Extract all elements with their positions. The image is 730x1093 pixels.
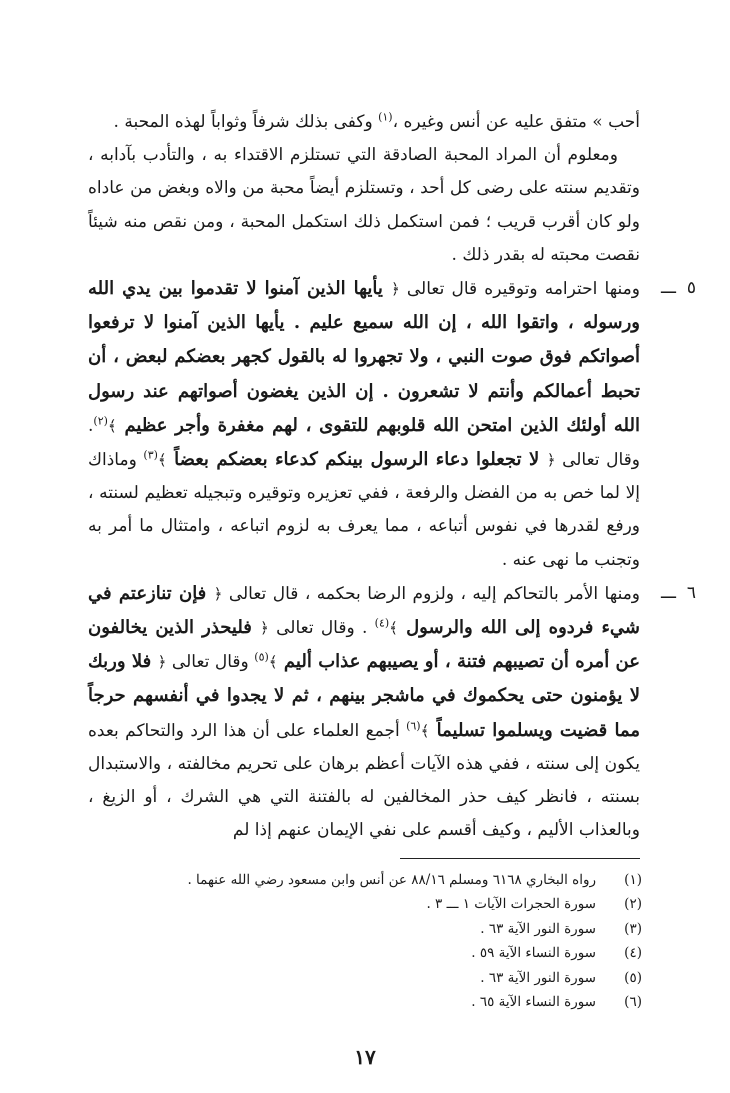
footnote-text: سورة الحجرات الآيات ١ ـــ ٣ . — [426, 896, 596, 913]
footnote — [110, 945, 642, 969]
quran-open-bracket: ﴿ — [213, 584, 223, 603]
paragraph-1 — [88, 106, 640, 139]
item-text-segment: وماذاك إلا لما خص به من الفضل والرفعة ، ففي تعزيره وتوقيره وتبجيله تعظيم لسنته ، ورفع لقدرها في نفوس أتباعه ، مما يعرف به لزوم اتباعه ، وامتثال ما أمر به وتجنب ما نهى عنه . — [88, 450, 640, 570]
footnote-number: (٣) — [624, 920, 642, 937]
footnote-divider — [400, 858, 640, 859]
quran-close-bracket: ﴾ — [420, 721, 430, 740]
page-number: ١٧ — [354, 1045, 376, 1069]
quran-close-bracket: ﴾ — [107, 416, 117, 435]
footnote — [110, 872, 642, 896]
footnote-number: (٦) — [624, 993, 642, 1010]
quran-open-bracket: ﴿ — [260, 619, 269, 638]
footnote — [110, 970, 642, 994]
footnote-number: (٢) — [624, 896, 642, 913]
footnote-ref: (٥) — [254, 650, 269, 664]
quran-verse: فلا وربك لا يؤمنون حتى يحكموك في ماشجر بينهم ، ثم لا يجدوا في أنفسهم حرجاً مما قضيت ويسلموا تسليماً — [88, 651, 640, 741]
footnote-text: رواه البخاري ٦١٦٨ ومسلم ٨٨/١٦ عن أنس وابن مسعود رضي الله عنهما . — [187, 872, 596, 888]
item-dash: ـــ — [661, 278, 676, 299]
item-intro: ومنها الأمر بالتحاكم إليه ، ولزوم الرضا بحكمه ، قال تعالى — [222, 583, 641, 604]
item-text-segment: . وقال تعالى — [88, 415, 640, 471]
footnote-number: (٤) — [624, 945, 642, 962]
item-text-segment: . وقال تعالى — [268, 618, 375, 639]
footnote-ref: (١) — [378, 110, 393, 124]
footnote-ref: (٦) — [406, 719, 421, 732]
footnote-ref: (٣) — [143, 448, 158, 462]
paragraph-2 — [88, 139, 640, 272]
quran-open-bracket: ﴿ — [390, 280, 400, 299]
footnote — [110, 994, 642, 1018]
footnote-number: (٥) — [624, 969, 642, 986]
quran-close-bracket: ﴾ — [268, 653, 278, 672]
footnotes — [110, 872, 642, 1018]
item-text-segment: أجمع العلماء على أن هذا الرد والتحاكم بعده يكون إلى سنته ، ففي هذه الآيات أعظم برهان على تحريم مخالفته ، والاستبدال بسنته ، فانظر كيف حذر المخالفين له بالفتنة التي هي الشرك ، أو الزيغ ، وبالعذاب الأليم ، وكيف أقسم على نفي الإيمان عنهم إذا لم — [88, 720, 640, 841]
paragraph-text: ومعلوم أن المراد المحبة الصادقة التي تستلزم الاقتداء به ، والتأدب بآدابه ، وتقديم سنته على رضى كل أحد ، وتستلزم أيضاً محبة من والاه وبغض من عاداه ولو كان أقرب قريب ؛ فمن استكمل ذلك استكمل المحبة ، ومن نقص منه شيئاً نقصت محبته له بقدر ذلك . — [88, 145, 640, 265]
item-text-segment: وقال تعالى — [166, 652, 255, 673]
quran-open-bracket: ﴿ — [546, 451, 556, 470]
quran-close-bracket: ﴾ — [157, 451, 167, 470]
footnote-number: (١) — [624, 872, 642, 888]
item-number: ٦ — [686, 582, 696, 603]
item-intro: ومنها احترامه وتوقيره قال تعالى — [399, 279, 640, 300]
quran-verse: لا تجعلوا دعاء الرسول بينكم كدعاء بعضكم بعضاً — [166, 449, 547, 471]
footnote-text: سورة النور الآية ٦٣ . — [480, 920, 596, 937]
footnote-text: سورة النور الآية ٦٣ . — [480, 969, 596, 986]
item-text — [88, 577, 640, 848]
quran-verse: فإن تنازعتم في شيء فردوه إلى الله والرسول — [88, 582, 640, 639]
numbered-item-5 — [88, 272, 696, 577]
paragraph-text: وكفى بذلك شرفاً وثواباً لهذه المحبة . — [113, 112, 379, 132]
quran-verse: فليحذر الذين يخالفون عن أمره أن تصيبهم فتنة ، أو يصيبهم عذاب أليم — [88, 617, 640, 673]
footnote — [110, 896, 642, 920]
footnote-text: سورة النساء الآية ٥٩ . — [471, 945, 596, 962]
main-text — [88, 106, 696, 847]
numbered-item-6 — [88, 577, 696, 848]
footnote-text: سورة النساء الآية ٦٥ . — [471, 993, 596, 1010]
footnote-ref: (٢) — [93, 414, 108, 428]
item-dash: ـــ — [661, 582, 676, 603]
quran-open-bracket: ﴿ — [157, 653, 167, 672]
footnote — [110, 921, 642, 945]
item-text — [88, 272, 640, 577]
footnote-ref: (٤) — [374, 616, 390, 630]
paragraph-text: أحب » متفق عليه عن أنس وغيره ، — [392, 112, 640, 132]
quran-verse: يأيها الذين آمنوا لا تقدموا بين يدي الله ورسوله ، واتقوا الله ، إن الله سميع عليم . يأيها الذين آمنوا لا ترفعوا أصواتكم فوق صوت النبي ، ولا تجهروا له بالقول كجهر بعضكم لبعض ، أن تحبط أعمالكم وأنتم لا تشعرون . إن الذين يغضون أصواتهم عند رسول الله أولئك الذين امتحن الله قلوبهم للتقوى ، لهم مغفرة وأجر عظيم — [88, 278, 640, 436]
item-number: ٥ — [686, 278, 696, 299]
quran-close-bracket: ﴾ — [389, 619, 398, 638]
